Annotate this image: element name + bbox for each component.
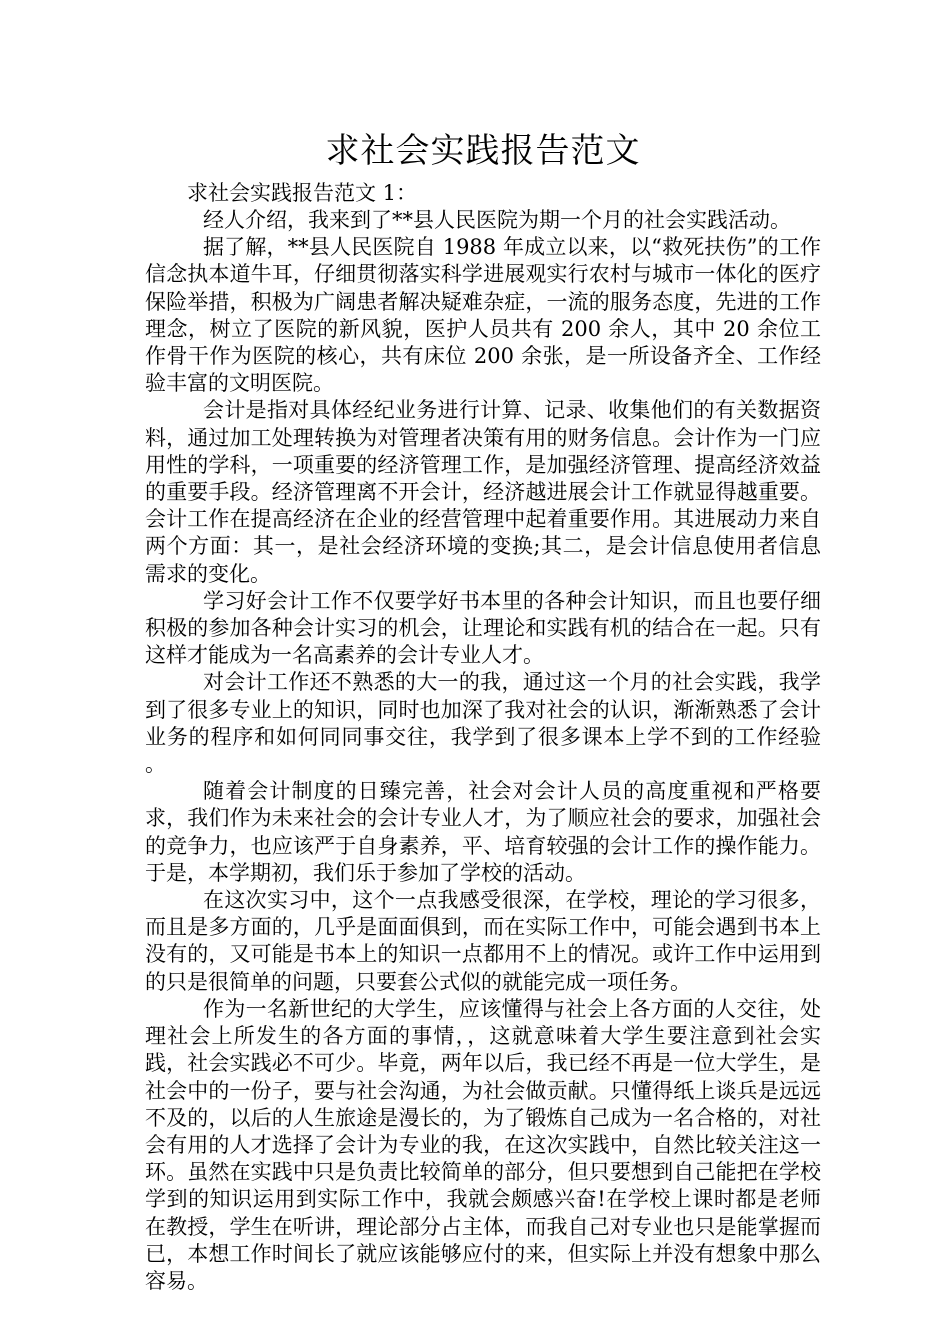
- paragraph-3: 会计是指对具体经纪业务进行计算、记录、收集他们的有关数据资料，通过加工处理转换为对管理者决策有用的财务信息。会计作为一门应用性的学科，一项重要的经济管理工作，是加强经济管理、提高经济效益的重要手段。经济管理离不开会计，经济越进展会计工作就显得越重要。会计工作在提高经济在企业的经营管理中起着重要作用。其进展动力来自两个方面：其一，是社会经济环境的变换;其二，是会计信息使用者信息需求的变化。: [145, 398, 821, 586]
- document-page: [145, 128, 821, 1295]
- paragraph-2: 据了解，**县人民医院自 1988 年成立以来，以“救死扶伤”的工作信念执本道牛耳，仔细贯彻落实科学进展观实行农村与城市一体化的医疗保险举措，积极为广阔患者解决疑难杂症，一流的服务态度，先进的工作理念，树立了医院的新风貌，医护人员共有 200 余人，其中 20 余位工作骨干作为医院的核心，共有床位 200 余张，是一所设备齐全、工作经验丰富的文明医院。: [145, 235, 821, 396]
- paragraph-6: 随着会计制度的日臻完善，社会对会计人员的高度重视和严格要求，我们作为未来社会的会计专业人才，为了顺应社会的要求，加强社会的竞争力，也应该严于自身素养，平、培育较强的会计工作的操作能力。于是，本学期初，我们乐于参加了学校的活动。: [145, 779, 821, 885]
- document-subtitle: 求社会实践报告范文 1：: [187, 181, 418, 205]
- paragraph-5: 对会计工作还不熟悉的大一的我，通过这一个月的社会实践，我学到了很多专业上的知识，同时也加深了我对社会的认识，渐渐熟悉了会计业务的程序和如何同同事交往，我学到了很多课本上学不到的工作经验 。: [145, 670, 821, 777]
- paragraph-4: 学习好会计工作不仅要学好书本里的各种会计知识，而且也要仔细积极的参加各种会计实习的机会，让理论和实践有机的结合在一起。只有这样才能成为一名高素养的会计专业人才。: [145, 588, 821, 668]
- paragraph-7: 在这次实习中，这个一点我感受很深，在学校，理论的学习很多，而且是多方面的，几乎是面面俱到，而在实际工作中，可能会遇到书本上没有的，又可能是书本上的知识一点都用不上的情况。或许工作中运用到的只是很简单的问题，只要套公式似的就能完成一项任务。: [145, 888, 821, 994]
- paragraph-1: 经人介绍，我来到了**县人民医院为期一个月的社会实践活动。: [203, 208, 791, 232]
- document-title: 求社会实践报告范文: [325, 131, 641, 171]
- paragraph-8: 作为一名新世纪的大学生，应该懂得与社会上各方面的人交往，处理社会上所发生的各方面的事情，，这就意味着大学生要注意到社会实践，社会实践必不可少。毕竟，两年以后，我已经不再是一位大学生，是社会中的一份子，要与社会沟通，为社会做贡献。只懂得纸上谈兵是远远不及的，以后的人生旅途是漫长的，为了锻炼自己成为一名合格的，对社会有用的人才选择了会计为专业的我，在这次实践中，自然比较关注这一环。虽然在实践中只是负责比较简单的部分，但只要想到自己能把在学校学到的知识运用到实际工作中，我就会颇感兴奋!在学校上课时都是老师在教授，学生在听讲，理论部分占主体，而我自己对专业也只是能掌握而已，本想工作时间长了就应该能够应付的来，但实际上并没有想象中那么容易。: [145, 996, 821, 1293]
